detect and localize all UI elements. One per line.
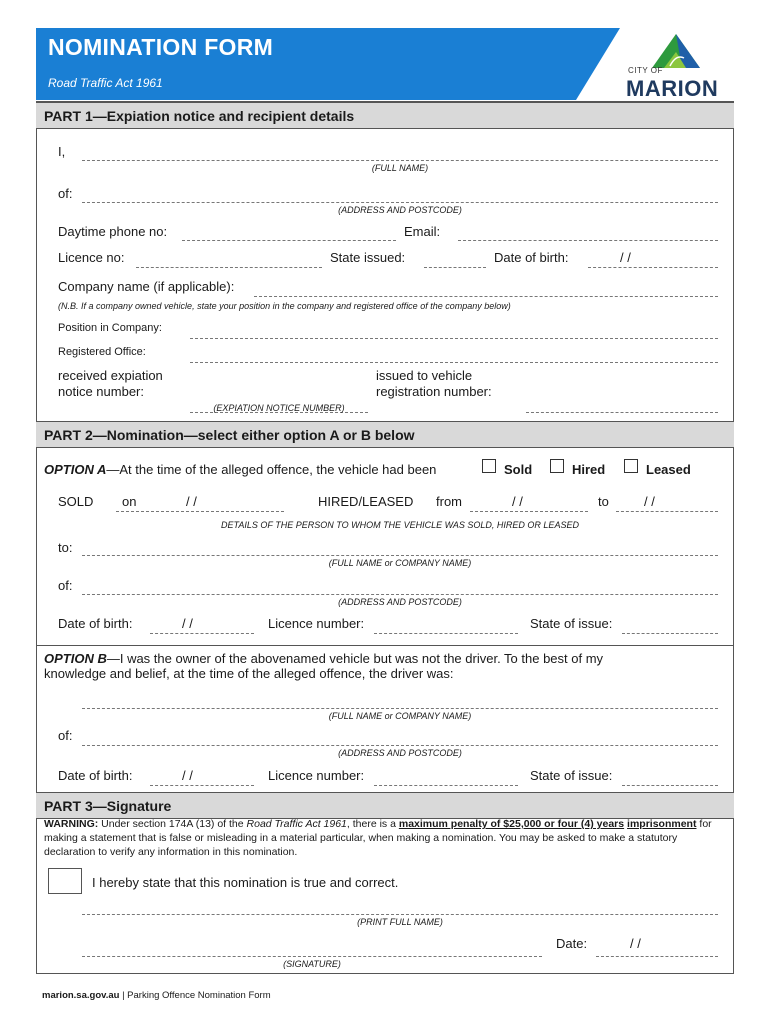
option-b-text: —I was the owner of the abovenamed vehicle but was not the driver. To the best of my xyxy=(106,651,604,666)
company-label: Company name (if applicable): xyxy=(58,279,235,294)
part2-heading-bar xyxy=(36,421,734,448)
email-label: Email: xyxy=(404,224,441,239)
position-field[interactable] xyxy=(190,338,718,339)
print-name-caption: (PRINT FULL NAME) xyxy=(357,917,443,927)
to-date-field[interactable] xyxy=(616,511,718,512)
b-dob-field[interactable] xyxy=(150,785,254,786)
a-name-caption: (FULL NAME or COMPANY NAME) xyxy=(328,558,472,568)
warning-penalty-2: imprisonment xyxy=(627,818,697,830)
full-name-caption: (FULL NAME) xyxy=(371,163,429,173)
registered-office-field[interactable] xyxy=(190,362,718,363)
a-of-label: of: xyxy=(58,578,73,593)
from-date-field[interactable] xyxy=(470,511,588,512)
option-a-text: —At the time of the alleged offence, the vehicle had been xyxy=(106,462,437,477)
i-label: I, xyxy=(58,144,66,159)
warning-penalty: maximum penalty of $25,000 or four (4) years xyxy=(398,818,625,830)
part2-heading: PART 2—Nomination—select either option A or B below xyxy=(44,427,415,443)
hired-leased-label: HIRED/LEASED xyxy=(318,494,414,509)
issued-label-1: issued to vehicle xyxy=(376,368,473,383)
state-issued-label: State issued: xyxy=(330,250,406,265)
sold-option-label: Sold xyxy=(504,462,533,477)
warning-text-1: Under section 174A (13) of the xyxy=(98,818,247,830)
signature-date-separators: / / xyxy=(630,936,641,951)
a-state-label: State of issue: xyxy=(530,616,613,631)
of-label: of: xyxy=(58,186,73,201)
b-state-label: State of issue: xyxy=(530,768,613,783)
part1-heading-bar xyxy=(36,102,734,129)
sold-checkbox[interactable] xyxy=(482,459,496,473)
to-date-label: to xyxy=(598,494,609,509)
received-label-1: received expiation xyxy=(58,368,163,383)
warning-act: Road Traffic Act 1961 xyxy=(246,818,347,830)
phone-field[interactable] xyxy=(182,240,396,241)
warning-text-3: for making a statement that is false or misleading in a material particular, when making a nomination. You may be xyxy=(44,818,712,844)
full-name-field[interactable] xyxy=(82,160,718,161)
option-divider xyxy=(36,645,734,646)
dob-separators: / / xyxy=(620,250,631,265)
b-name-field[interactable] xyxy=(82,708,718,709)
details-caption: DETAILS OF THE PERSON TO WHOM THE VEHICLE WAS SOLD, HIRED OR LEASED xyxy=(221,520,579,530)
form-title: NOMINATION FORM xyxy=(48,34,274,60)
a-dob-field[interactable] xyxy=(150,633,254,634)
sold-label: SOLD xyxy=(58,494,94,509)
hired-option-label: Hired xyxy=(572,462,606,477)
declaration-text: I hereby state that this nomination is true and correct. xyxy=(92,875,399,890)
a-licence-label: Licence number: xyxy=(268,616,365,631)
option-a-line xyxy=(44,462,436,477)
received-label-2: notice number: xyxy=(58,384,144,399)
registration-number-field[interactable] xyxy=(526,412,718,413)
logo-name-text: MARION xyxy=(626,76,719,101)
b-dob-separators: / / xyxy=(182,768,193,783)
b-licence-label: Licence number: xyxy=(268,768,365,783)
to-person-label: to: xyxy=(58,540,73,555)
warning-text-2: , there is a xyxy=(346,818,399,830)
address-field[interactable] xyxy=(82,202,718,203)
option-b-text2: knowledge and belief, at the time of the alleged offence, the driver was: xyxy=(44,666,454,681)
b-address-field[interactable] xyxy=(82,745,718,746)
sold-date-field[interactable] xyxy=(116,511,284,512)
from-date-separators: / / xyxy=(512,494,523,509)
position-label: Position in Company: xyxy=(58,322,162,334)
dob-field[interactable] xyxy=(588,267,718,268)
state-issued-field[interactable] xyxy=(424,267,486,268)
b-name-caption: (FULL NAME or COMPANY NAME) xyxy=(328,711,472,721)
logo-city-text: CITY OF xyxy=(628,66,663,75)
warning-label: WARNING: xyxy=(44,818,99,830)
licence-label: Licence no: xyxy=(58,250,125,265)
hired-checkbox[interactable] xyxy=(550,459,564,473)
to-date-separators: / / xyxy=(644,494,655,509)
issued-label-2: registration number: xyxy=(376,384,492,399)
leased-option-label: Leased xyxy=(646,462,691,477)
form-subtitle: Road Traffic Act 1961 xyxy=(48,76,163,90)
a-address-caption: (ADDRESS AND POSTCODE) xyxy=(338,597,462,607)
print-name-field[interactable] xyxy=(82,914,718,915)
declaration-checkbox[interactable] xyxy=(48,868,82,894)
leased-checkbox[interactable] xyxy=(624,459,638,473)
from-label: from xyxy=(436,494,462,509)
sold-date-separators: / / xyxy=(186,494,197,509)
a-dob-label: Date of birth: xyxy=(58,616,133,631)
b-state-field[interactable] xyxy=(622,785,718,786)
a-state-field[interactable] xyxy=(622,633,718,634)
email-field[interactable] xyxy=(458,240,718,241)
b-licence-field[interactable] xyxy=(374,785,518,786)
footer-site-link[interactable]: marion.sa.gov.au xyxy=(42,990,120,1001)
registered-office-label: Registered Office: xyxy=(58,346,146,358)
option-b-title: OPTION B xyxy=(44,651,107,666)
licence-field[interactable] xyxy=(136,267,322,268)
part1-heading: PART 1—Expiation notice and recipient details xyxy=(44,108,355,124)
company-field[interactable] xyxy=(254,296,718,297)
part3-heading: PART 3—Signature xyxy=(44,798,172,814)
signature-date-field[interactable] xyxy=(596,956,718,957)
footer xyxy=(42,990,271,1001)
signature-caption: (SIGNATURE) xyxy=(283,959,341,969)
expiation-caption: (EXPIATION NOTICE NUMBER) xyxy=(213,403,345,413)
a-name-field[interactable] xyxy=(82,555,718,556)
on-label: on xyxy=(122,494,137,509)
dob-label: Date of birth: xyxy=(494,250,569,265)
a-address-field[interactable] xyxy=(82,594,718,595)
company-note: (N.B. If a company owned vehicle, state your position in the company and registered office of the company below) xyxy=(58,301,511,311)
warning-text-4: asked to make a statutory declaration to verify any information in this nomination. xyxy=(44,832,678,858)
option-b-line xyxy=(44,651,603,666)
a-licence-field[interactable] xyxy=(374,633,518,634)
phone-label: Daytime phone no: xyxy=(58,224,168,239)
signature-field[interactable] xyxy=(82,956,542,957)
address-caption: (ADDRESS AND POSTCODE) xyxy=(338,205,462,215)
b-address-caption: (ADDRESS AND POSTCODE) xyxy=(338,748,462,758)
b-of-label: of: xyxy=(58,728,73,743)
date-label: Date: xyxy=(556,936,588,951)
part3-heading-bar xyxy=(36,792,734,819)
warning-paragraph xyxy=(44,817,726,859)
option-a-title: OPTION A xyxy=(44,462,107,477)
footer-text: | Parking Offence Nomination Form xyxy=(119,990,271,1001)
a-dob-separators: / / xyxy=(182,616,193,631)
b-dob-label: Date of birth: xyxy=(58,768,133,783)
